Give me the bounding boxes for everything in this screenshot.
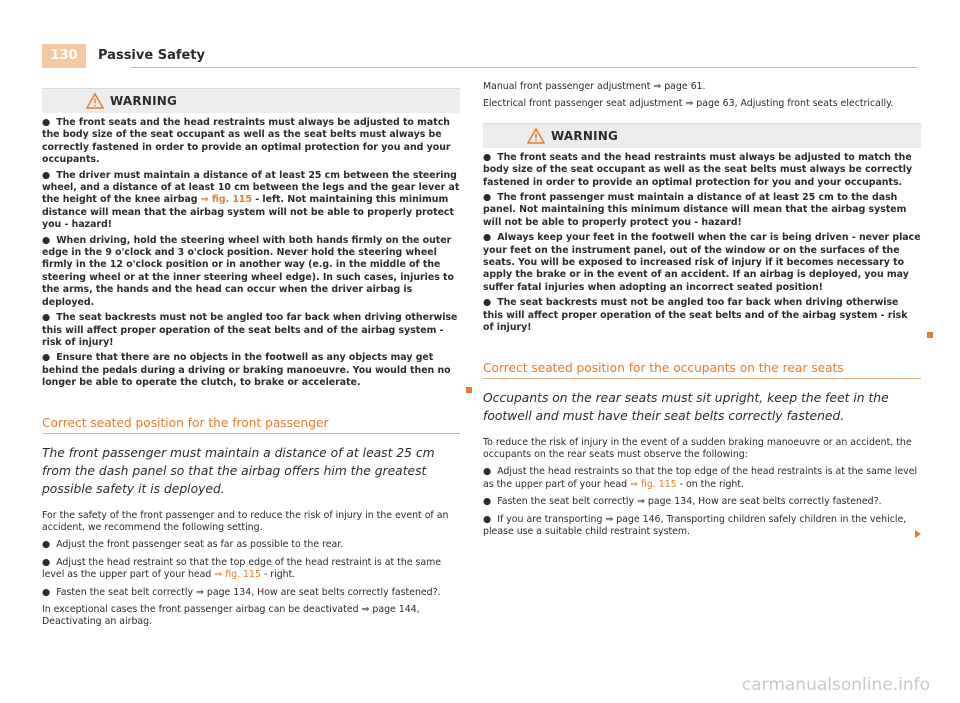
warning-header xyxy=(42,89,460,113)
left-column xyxy=(42,88,460,634)
warning-item: ● The front passenger must maintain a distance of at least 25 cm to the dash panel. Not maintaining this minimum distance will mean that the airbag system will not be able to properly protect you - hazard! xyxy=(483,192,907,228)
list-item: ● Adjust the front passenger seat as far as possible to the rear. xyxy=(42,539,344,551)
warning-title: WARNING xyxy=(110,94,178,108)
header-rule xyxy=(130,67,918,68)
list-item: ● If you are transporting ⇒ page 146, Transporting children safely children in the vehicle, please use a suitable child restraint system. xyxy=(483,514,921,539)
warning-body xyxy=(42,113,460,399)
paragraph: Manual front passenger adjustment ⇒ page 61. xyxy=(483,81,706,92)
warning-triangle-icon xyxy=(86,93,104,109)
warning-item: ● The front seats and the head restraints must always be adjusted to match the body size of the seat occupant as well as the seat belts must always be correctly fastened in order to provide an optimal protection for you and your occupants. xyxy=(42,117,451,166)
closing-paragraph: In exceptional cases the front passenger airbag can be deactivated ⇒ page 144, Deactivating an airbag. xyxy=(42,603,420,628)
warning-box-right xyxy=(483,123,921,344)
fig-link[interactable]: ⇒ fig. 115 xyxy=(200,194,252,206)
warning-body xyxy=(483,148,921,344)
warning-item: ● When driving, hold the steering wheel with both hands firmly on the outer edge in the 9 o'clock and 3 o'clock position. Never hold the steering wheel firmly in the 12 o'clock position or in another way (e.g. in the middle of the steering wheel or at the inner steering wheel edge). In such cases, injuries to the arms, the hands and the head can occur when the driver airbag is deployed. xyxy=(42,234,454,308)
section-end-square-icon xyxy=(927,332,933,338)
section-end-square-icon xyxy=(466,387,472,393)
intro-paragraph: For the safety of the front passenger and to reduce the risk of injury in the event of an accident, we recommend the following setting. xyxy=(42,509,449,533)
watermark: carmanualsonline.info xyxy=(741,675,930,695)
page-header xyxy=(42,44,918,68)
warning-item: ● The driver must maintain a distance of at least 25 cm between the steering wheel, and a distance of at least 10 cm between the legs and the gear lever at the height of the knee airbag ⇒ fig. 115 - left. Not maintaining this minimum distance will mean that the airbag system will not be able to properly protect you - hazard! xyxy=(42,169,460,231)
fig-link[interactable]: ⇒ fig. 115 xyxy=(214,569,261,581)
warning-item: ● The front seats and the head restraints must always be adjusted to match the body size of the seat occupant as well as the seat belts must always be correctly fastened in order to provide an optimal protection for you and your occupants. xyxy=(483,151,913,188)
list-item: ● Adjust the head restraint so that the top edge of the head restraint is at the same level as the upper part of your head ⇒ fig. 115 - right. xyxy=(42,556,442,581)
list-item: ● Fasten the seat belt correctly ⇒ page 134, How are seat belts correctly fastened?. xyxy=(483,496,882,508)
chapter-title: Passive Safety xyxy=(98,48,205,63)
warning-item: ● The seat backrests must not be angled too far back when driving otherwise this will affect proper operation of the seat belts and of the airbag system - risk of injury! xyxy=(42,312,458,348)
intro-paragraph: To reduce the risk of injury in the event of a sudden braking manoeuvre or an accident, the occupants on the rear seats must observe the following: xyxy=(483,436,912,460)
section-title: Correct seated position for the front passenger xyxy=(42,415,460,434)
list-item: ● Adjust the head restraints so that the top edge of the head restraints is at the same level as the upper part of your head ⇒ fig. 115 - on the right. xyxy=(483,466,918,490)
fig-link[interactable]: ⇒ fig. 115 xyxy=(630,478,677,490)
warning-triangle-icon xyxy=(527,128,545,144)
warning-item: ● Always keep your feet in the footwell when the car is being driven - never place your feet on the instrument panel, out of the window or on the surfaces of the seats. You will be exposed to increased risk of injury if it becomes necessary to apply the brake or in the event of an accident. If an airbag is deployed, you may suffer fatal injuries when adopting an incorrect seated position! xyxy=(483,232,921,293)
warning-title: WARNING xyxy=(551,128,619,143)
right-column xyxy=(483,81,921,543)
warning-box-left xyxy=(42,88,460,399)
list-item: ● Fasten the seat belt correctly ⇒ page 134, How are seat belts correctly fastened?. xyxy=(42,586,441,598)
page-number: 130 xyxy=(42,44,86,68)
section-title: Correct seated position for the occupants on the rear seats xyxy=(483,360,921,379)
warning-item: ● Ensure that there are no objects in the footwell as any objects may get behind the pedals during a driving or braking manoeuvre. You would then no longer be able to operate the clutch, to brake or accelerate. xyxy=(42,352,451,389)
lead-paragraph: Occupants on the rear seats must sit upright, keep the feet in the footwell and must have their seat belts correctly fastened. xyxy=(483,390,889,423)
continue-arrow-icon xyxy=(915,530,921,538)
warning-item: ● The seat backrests must not be angled too far back when driving otherwise this will affect proper operation of the seat belts and of the airbag system - risk of injury! xyxy=(483,297,908,334)
warning-header xyxy=(483,124,921,148)
paragraph: Electrical front passenger seat adjustment ⇒ page 63, Adjusting front seats electrically. xyxy=(483,98,894,110)
lead-paragraph: The front passenger must maintain a distance of at least 25 cm from the dash panel so that the airbag offers him the greatest possible safety it is deployed. xyxy=(42,445,435,496)
